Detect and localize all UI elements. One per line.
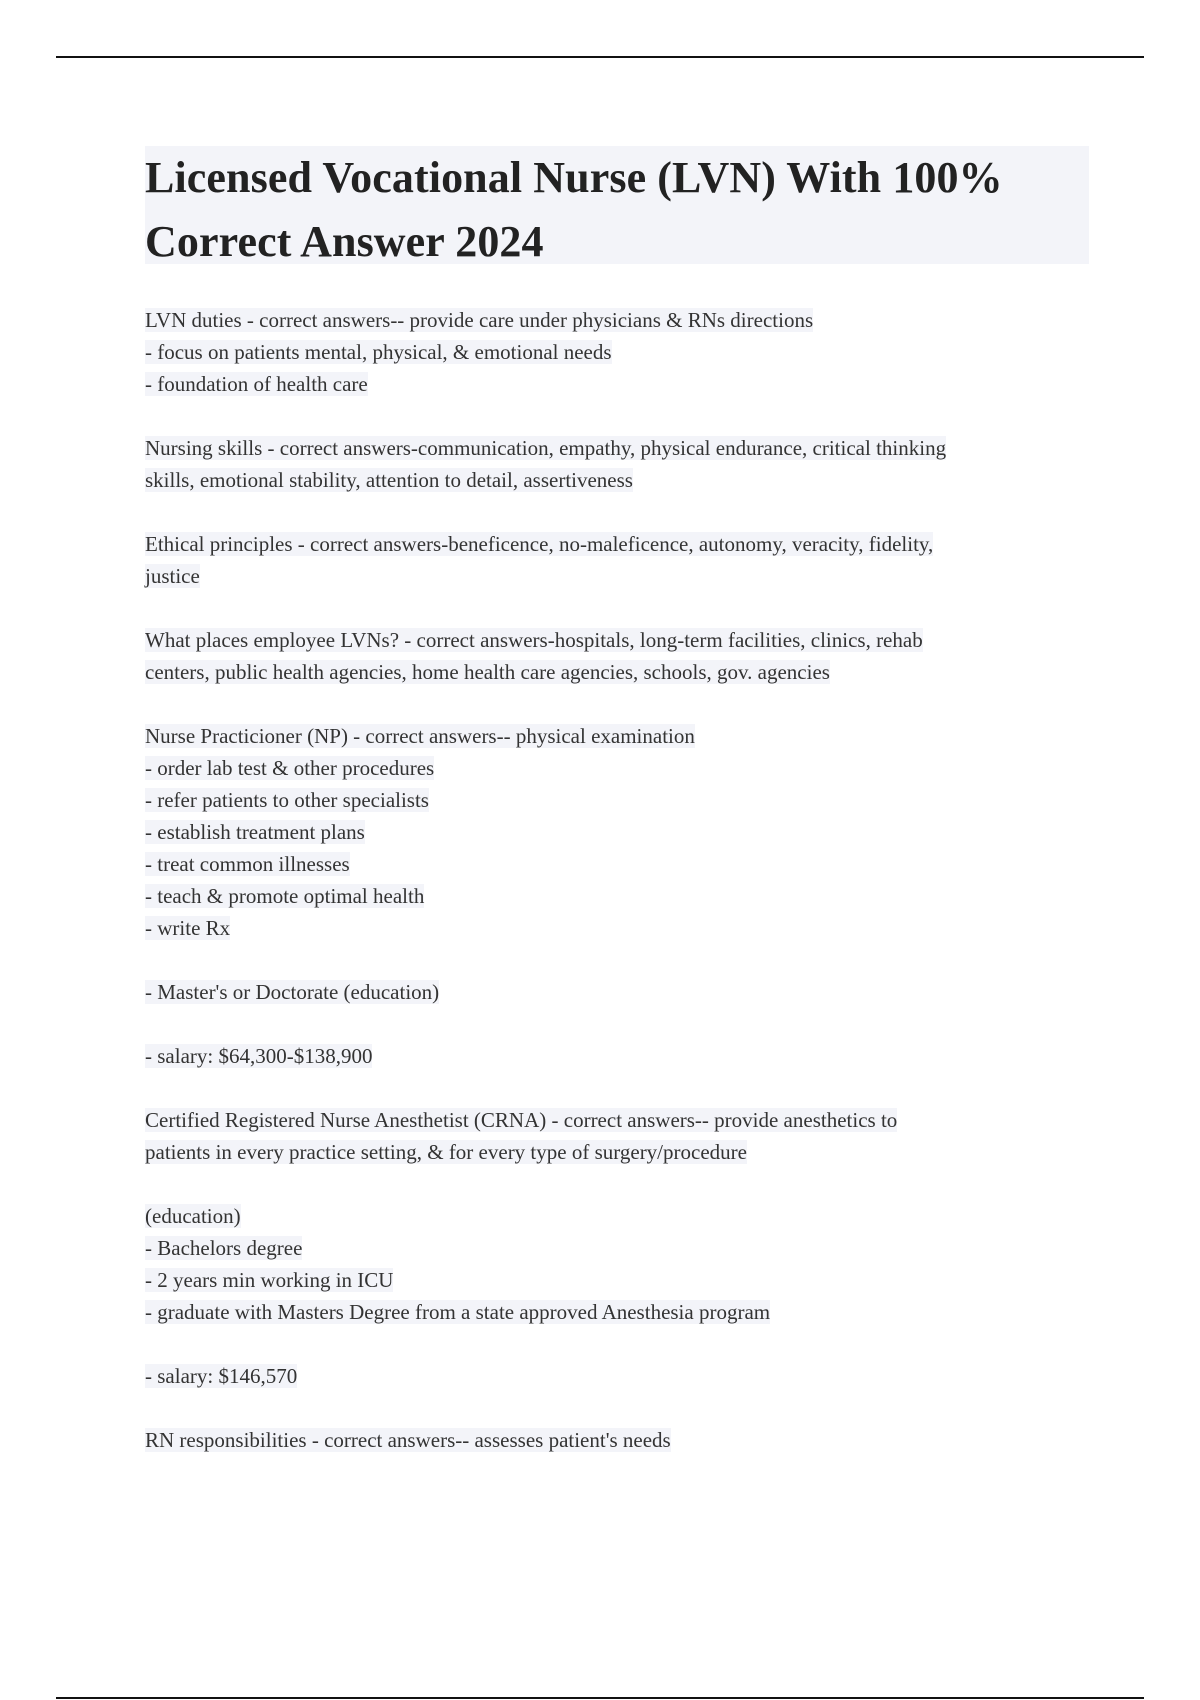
text-line-content: - focus on patients mental, physical, & emotional needs bbox=[145, 340, 612, 364]
text-line-content: What places employee LVNs? - correct answers-hospitals, long-term facilities, clinics, rehab bbox=[145, 628, 923, 652]
text-line bbox=[145, 912, 1105, 944]
text-line bbox=[145, 1264, 1105, 1296]
document-body bbox=[145, 304, 1105, 1488]
paragraph bbox=[145, 432, 1105, 496]
paragraph bbox=[145, 1040, 1105, 1072]
paragraph bbox=[145, 304, 1105, 400]
text-line-content: - Master's or Doctorate (education) bbox=[145, 980, 440, 1004]
text-line-content: - graduate with Masters Degree from a state approved Anesthesia program bbox=[145, 1300, 771, 1324]
paragraph bbox=[145, 624, 1105, 688]
text-line-content: justice bbox=[145, 564, 200, 588]
paragraph bbox=[145, 528, 1105, 592]
text-line bbox=[145, 304, 1105, 336]
text-line-content: Nurse Practicioner (NP) - correct answers-- physical examination bbox=[145, 724, 695, 748]
text-line bbox=[145, 368, 1105, 400]
text-line bbox=[145, 976, 1105, 1008]
text-line-content: - establish treatment plans bbox=[145, 820, 365, 844]
text-line bbox=[145, 720, 1105, 752]
text-line bbox=[145, 528, 1105, 560]
text-line bbox=[145, 1232, 1105, 1264]
text-line bbox=[145, 816, 1105, 848]
text-line bbox=[145, 848, 1105, 880]
title-line-1: Licensed Vocational Nurse (LVN) With 100% bbox=[145, 153, 1003, 202]
text-line bbox=[145, 1136, 1105, 1168]
text-line bbox=[145, 336, 1105, 368]
text-line bbox=[145, 1296, 1105, 1328]
paragraph bbox=[145, 1104, 1105, 1168]
text-line-content: LVN duties - correct answers-- provide care under physicians & RNs directions bbox=[145, 308, 814, 332]
paragraph bbox=[145, 1424, 1105, 1456]
text-line-content: - salary: $64,300-$138,900 bbox=[145, 1044, 373, 1068]
text-line-content: - write Rx bbox=[145, 916, 231, 940]
text-line-content: Nursing skills - correct answers-communication, empathy, physical endurance, critical thinking bbox=[145, 436, 947, 460]
text-line bbox=[145, 880, 1105, 912]
text-line bbox=[145, 1040, 1105, 1072]
text-line-content: Certified Registered Nurse Anesthetist (CRNA) - correct answers-- provide anesthetics to bbox=[145, 1108, 898, 1132]
text-line-content: - 2 years min working in ICU bbox=[145, 1268, 394, 1292]
text-line bbox=[145, 560, 1105, 592]
paragraph bbox=[145, 720, 1105, 944]
text-line-content: RN responsibilities - correct answers-- assesses patient's needs bbox=[145, 1428, 671, 1452]
top-rule bbox=[56, 56, 1144, 58]
text-line bbox=[145, 784, 1105, 816]
bottom-rule bbox=[56, 1697, 1144, 1699]
paragraph bbox=[145, 1200, 1105, 1328]
text-line-content: skills, emotional stability, attention to detail, assertiveness bbox=[145, 468, 633, 492]
paragraph bbox=[145, 1360, 1105, 1392]
text-line-content: - refer patients to other specialists bbox=[145, 788, 429, 812]
text-line-content: - teach & promote optimal health bbox=[145, 884, 425, 908]
text-line-content: Ethical principles - correct answers-beneficence, no-maleficence, autonomy, veracity, fidelity, bbox=[145, 532, 934, 556]
text-line bbox=[145, 1360, 1105, 1392]
text-line-content: centers, public health agencies, home health care agencies, schools, gov. agencies bbox=[145, 660, 830, 684]
text-line-content: - Bachelors degree bbox=[145, 1236, 303, 1260]
text-line bbox=[145, 752, 1105, 784]
text-line-content: patients in every practice setting, & for every type of surgery/procedure bbox=[145, 1140, 747, 1164]
text-line-content: - treat common illnesses bbox=[145, 852, 350, 876]
text-line bbox=[145, 624, 1105, 656]
text-line-content: - order lab test & other procedures bbox=[145, 756, 435, 780]
text-line bbox=[145, 656, 1105, 688]
text-line-content: - foundation of health care bbox=[145, 372, 368, 396]
text-line bbox=[145, 1104, 1105, 1136]
text-line bbox=[145, 1424, 1105, 1456]
text-line-content: - salary: $146,570 bbox=[145, 1364, 298, 1388]
paragraph bbox=[145, 976, 1105, 1008]
title-line-2: Correct Answer 2024 bbox=[145, 217, 544, 266]
document-title bbox=[145, 146, 1089, 274]
title-block bbox=[145, 146, 1089, 264]
text-line bbox=[145, 464, 1105, 496]
text-line-content: (education) bbox=[145, 1204, 241, 1228]
text-line bbox=[145, 432, 1105, 464]
text-line bbox=[145, 1200, 1105, 1232]
